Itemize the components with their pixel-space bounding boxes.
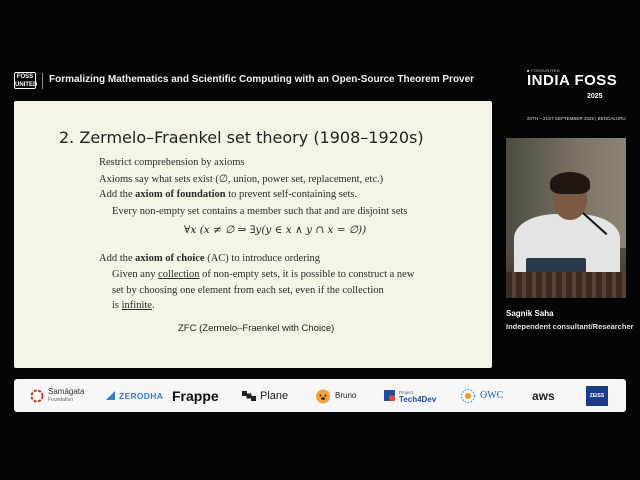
line6-suffix: of non-empty sets, it is possible to construct a new [199,269,415,280]
plane-name: Plane [260,389,289,402]
axiom-of-choice: axiom of choice [135,253,205,264]
line5-prefix: Add the [99,253,136,264]
sponsor-zeiss [586,379,608,412]
slide-line-4: Every non-empty set contains a member such that and are disjoint sets [112,206,408,217]
sponsor-plane [242,379,288,412]
slide-line-1: Restrict comprehension by axioms [99,157,245,168]
slide-heading: 2. Zermelo–Fraenkel set theory (1908–1920s) [59,128,424,147]
event-branding [527,68,627,121]
speaker-name: Sagnik Saha [506,309,554,318]
owc-logo-icon [460,388,476,404]
event-organizer: ■ FOSSUNITED [527,68,560,73]
bruno-name: Bruno [335,391,357,400]
sponsor-bruno [315,379,356,412]
sponsor-owc [460,379,503,412]
speaker-hair [550,172,590,194]
talk-title: Formalizing Mathematics and Scientific Computing with an Open-Source Theorem Prover [49,74,475,85]
sponsor-tech4dev [384,379,436,412]
sponsor-frappe [172,379,219,412]
event-name: INDIA FOSS [527,72,618,89]
axiom-of-foundation: axiom of foundation [135,189,226,200]
logo-line2: UNITED [15,82,38,88]
collection-link[interactable]: collection [158,269,200,280]
samagata-sub: Foundation [48,396,74,403]
samagata-logo-icon [30,389,44,403]
speaker-role: Independent consultant/Researcher [506,322,634,331]
aws-name: aws [532,388,555,403]
sponsor-samagata [30,379,84,412]
infinite-link[interactable]: infinite [121,300,152,311]
podium [506,272,626,298]
line8-suffix: . [151,300,155,311]
slide-line-7: set by choosing one element from each set, even if the collection [112,285,384,296]
line3-prefix: Add the [99,189,136,200]
zerodha-name: ZERODHA [119,390,164,401]
sponsor-bar [14,379,626,412]
samagata-name: Samāgata [48,386,85,396]
sponsor-aws [532,379,555,412]
zeiss-name: ZEISS [589,392,605,399]
zerodha-logo-icon [106,391,115,400]
frappe-name: Frappe [172,387,219,404]
zeiss-logo-icon [586,386,608,406]
owc-name: OWC [480,390,504,401]
line8-prefix: is [112,300,122,311]
event-year: 2025 [587,93,603,100]
speaker-video [506,138,626,298]
tech4dev-name: Tech4Dev [399,394,437,404]
header-divider [42,73,43,89]
line3-suffix: to prevent self-containing sets. [225,189,358,200]
slide-line-6 [112,269,414,280]
bruno-dog-icon [315,388,331,404]
zfc-caption: ZFC (Zermelo–Fraenkel with Choice) [178,323,335,334]
line5-suffix: (AC) to introduce ordering [204,253,321,264]
sponsor-zerodha [106,379,163,412]
plane-logo-icon [242,391,256,401]
slide-line-3 [99,189,357,200]
slide-line-8 [112,300,155,311]
foss-united-logo [14,72,36,89]
tech4dev-logo-icon [384,390,395,401]
foundation-formula: ∀x (x ≠ ∅ ⇒ ∃y(y ∈ x ∧ y ∩ x = ∅)) [184,224,367,236]
presentation-slide [14,101,492,368]
tech4dev-top: Project [399,389,414,395]
slide-line-2: Axioms say what sets exist (∅, union, power set, replacement, etc.) [99,174,384,185]
line6-prefix: Given any [112,269,159,280]
event-dates: 20TH – 21ST SEPTEMBER 2025 | BENGALURU [527,116,626,121]
slide-line-5 [99,253,320,264]
logo-line1: FOSS [16,74,34,80]
